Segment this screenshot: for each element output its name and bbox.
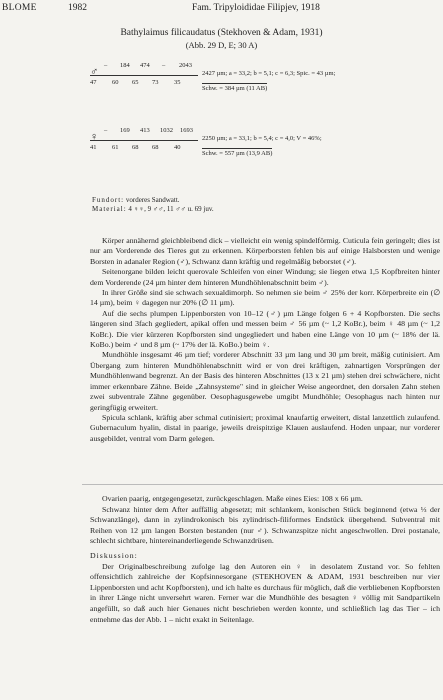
paragraph: Auf die sechs plumpen Lippenborsten von 10–12 (♂) µm Länge folgen 6 + 4 Kopfborsten. Die sechs längeren sind 3fach gegliedert, apikal offen und messen beim ♂ 56 µm (~ 1,2 KoBr.), beim ♀ 48 µm (~ 1,2 KoBr.). Die vier kürzeren Kopfborsten sind ungegliedert und haben eine Länge von 10 µm (~ 18% der lä. KoBo.) beim ♂ und 8 µm (~ 17% der lä. KoBo.) beim ♀. (90, 308, 440, 350)
paragraph: Schwanz hinter dem After auffällig abgesetzt; mit schlankem, konischen Stück beginnend (etwa ⅓ der Schwanzlänge), dann in zylindrokonisch bis zylindrisch-filiformes Endstück übergehend. Subventral mit Reihen von 12 µm langen Borsten bestanden (nur ♂). Schwanzspitze nicht angeschwollen. Drei postanale, schlecht sichtbare, hintereinanderliegende Schwanzdrüsen. (90, 504, 440, 546)
paragraph: Spicula schlank, kräftig aber schmal cutinisiert; proximal knaufartig erweitert, distal lanzettlich zulaufend. Gubernaculum hyalin, distal in paarige, jeweils dreispitzige Klauen auslaufend. Hoden unpaar, nur vorderer ausgebildet, ventral vom Darm gelegen. (90, 412, 440, 443)
paragraph: Seitenorgane bilden leicht querovale Schleifen von einer Windung; sie liegen etwa 1,5 Kopfbreiten hinter dem Vorderende (24 µm hinter dem hinteren Mundhöhlenabschnitt beim ♂). (90, 267, 440, 287)
formula-value: 47 (90, 79, 97, 86)
formula-value: 413 (140, 127, 150, 134)
section-divider (82, 484, 443, 485)
material-line (92, 205, 214, 214)
material-label: Material: (92, 205, 127, 213)
formula-value: 35 (174, 79, 181, 86)
paragraph: Ovarien paarig, entgegengesetzt, zurückgeschlagen. Maße eines Eies: 108 x 66 µm. (102, 494, 363, 503)
male-symbol: ♂ (90, 66, 99, 78)
female-symbol: ♀ (90, 131, 99, 143)
formula-value: 184 (120, 62, 130, 69)
formula-value: 1032 (160, 127, 173, 134)
paragraph: In ihrer Größe sind sie schwach sexualdimorph. So nehmen sie beim ♂ 25% der korr. Körperbreite ein (∅ 14 µm), beim ♀ dagegen nur 20% (∅ 11 µm). (90, 288, 440, 308)
formula-value: – (104, 62, 108, 69)
formula-value: 65 (132, 79, 139, 86)
fundort-label: Fundort: (92, 196, 125, 204)
material-value: 4 ♀♀, 9 ♂♂, 11 ♂♂ u. 69 juv. (126, 205, 214, 213)
discussion-paragraph: Der Originalbeschreibung zufolge lag den Autoren ein ♀ in desolatem Zustand vor. So fehlten offensichtlich zahlreiche der Kopfsinnesorgane (STEKHOVEN & ADAM, 1931 beschreiben nur vier Lippenborsten und acht Kopfborsten), und ich halte es durchaus für möglich, daß die verbliebenen Kopfborsten in ihrer Länge nicht unversehrt waren. Ferner war die Mundhöhle des besagten ♀ völlig mit Sandpartikeln angefüllt, so daß auch hier Genaues nicht beschrieben werden konnte, und schließlich lag das Tier – ich entnehme das der Abb. 1 – nicht exakt in Seitenlage. (90, 561, 440, 624)
fraction-line (90, 140, 198, 141)
formula-value: 2043 (179, 62, 192, 69)
formula-value: 41 (90, 144, 97, 151)
formula-value: 68 (152, 144, 159, 151)
formula-value: 60 (112, 79, 119, 86)
paragraph: Mundhöhle insgesamt 46 µm tief; vorderer Abschnitt 33 µm lang und 30 µm breit, mäßig cutinisiert. Am Übergang zum hinteren Mundhöhlenabschnitt wird er von drei kräftigen, zahnartigen Vorsprüngen der Mundhöhlenwand begrenzt. An der Basis des hinteren Abschnittes (13 x 21 µm) stehen drei schwächere, nicht immer erkennbare Zähne. Beide „Zahnsysteme" sind in gleicher Weise angeordnet, den dorsalen Zahn stehen zwei subventrale Zähne gegenüber. Oesophagusgewebe umgibt Mundhöhle; Oesophagus nach hinten nur geringfügig erweitert. (90, 350, 440, 412)
running-family: Fam. Tripyloididae Filipjev, 1918 (192, 3, 320, 13)
formula-value: – (162, 62, 166, 69)
female-and-discussion-text (90, 494, 440, 625)
description-text (90, 236, 440, 444)
formula-value: – (104, 127, 108, 134)
female-summary: 2250 µm; a = 33,1; b = 5,4; c = 4,0; V = 46%; (202, 135, 322, 142)
locality-block (92, 196, 214, 214)
formula-value: 169 (120, 127, 130, 134)
discussion-heading: Diskussion: (90, 550, 138, 560)
formula-value: 40 (174, 144, 181, 151)
female-tail-length: Schw. = 557 µm (13,9 AB) (202, 150, 273, 157)
paragraph: Körper annähernd gleichbleibend dick – vielleicht ein wenig spindelförmig. Cuticula fein geringelt; dies ist nur am Vorderende des Tieres gut zu erkennen. Körperborsten fehlen bis auf einige Halsborsten und wenige Borsten in adanaler Region (♂), Schwanz dann kräftig und regelmäßig beborstet (♂). (90, 236, 440, 266)
male-tail-length: Schw. = 384 µm (11 AB) (202, 85, 268, 92)
formula-value: 73 (152, 79, 159, 86)
formula-value: 61 (112, 144, 119, 151)
male-summary: 2427 µm; a = 33,2; b = 5,1; c = 6,3; Spic. = 43 µm; (202, 70, 336, 77)
page-header (0, 3, 443, 17)
fraction-line (90, 75, 198, 76)
species-title: Bathylaimus filicaudatus (Stekhoven & Adam, 1931) (120, 28, 323, 38)
fundort-line (92, 196, 214, 205)
formula-value: 474 (140, 62, 150, 69)
formula-value: 68 (132, 144, 139, 151)
formula-value: 1693 (180, 127, 193, 134)
figure-reference: (Abb. 29 D, E; 30 A) (185, 40, 258, 50)
running-author: BLOME (2, 3, 37, 13)
running-year: 1982 (68, 3, 87, 13)
fundort-value: vorderes Sandwatt. (124, 196, 180, 204)
